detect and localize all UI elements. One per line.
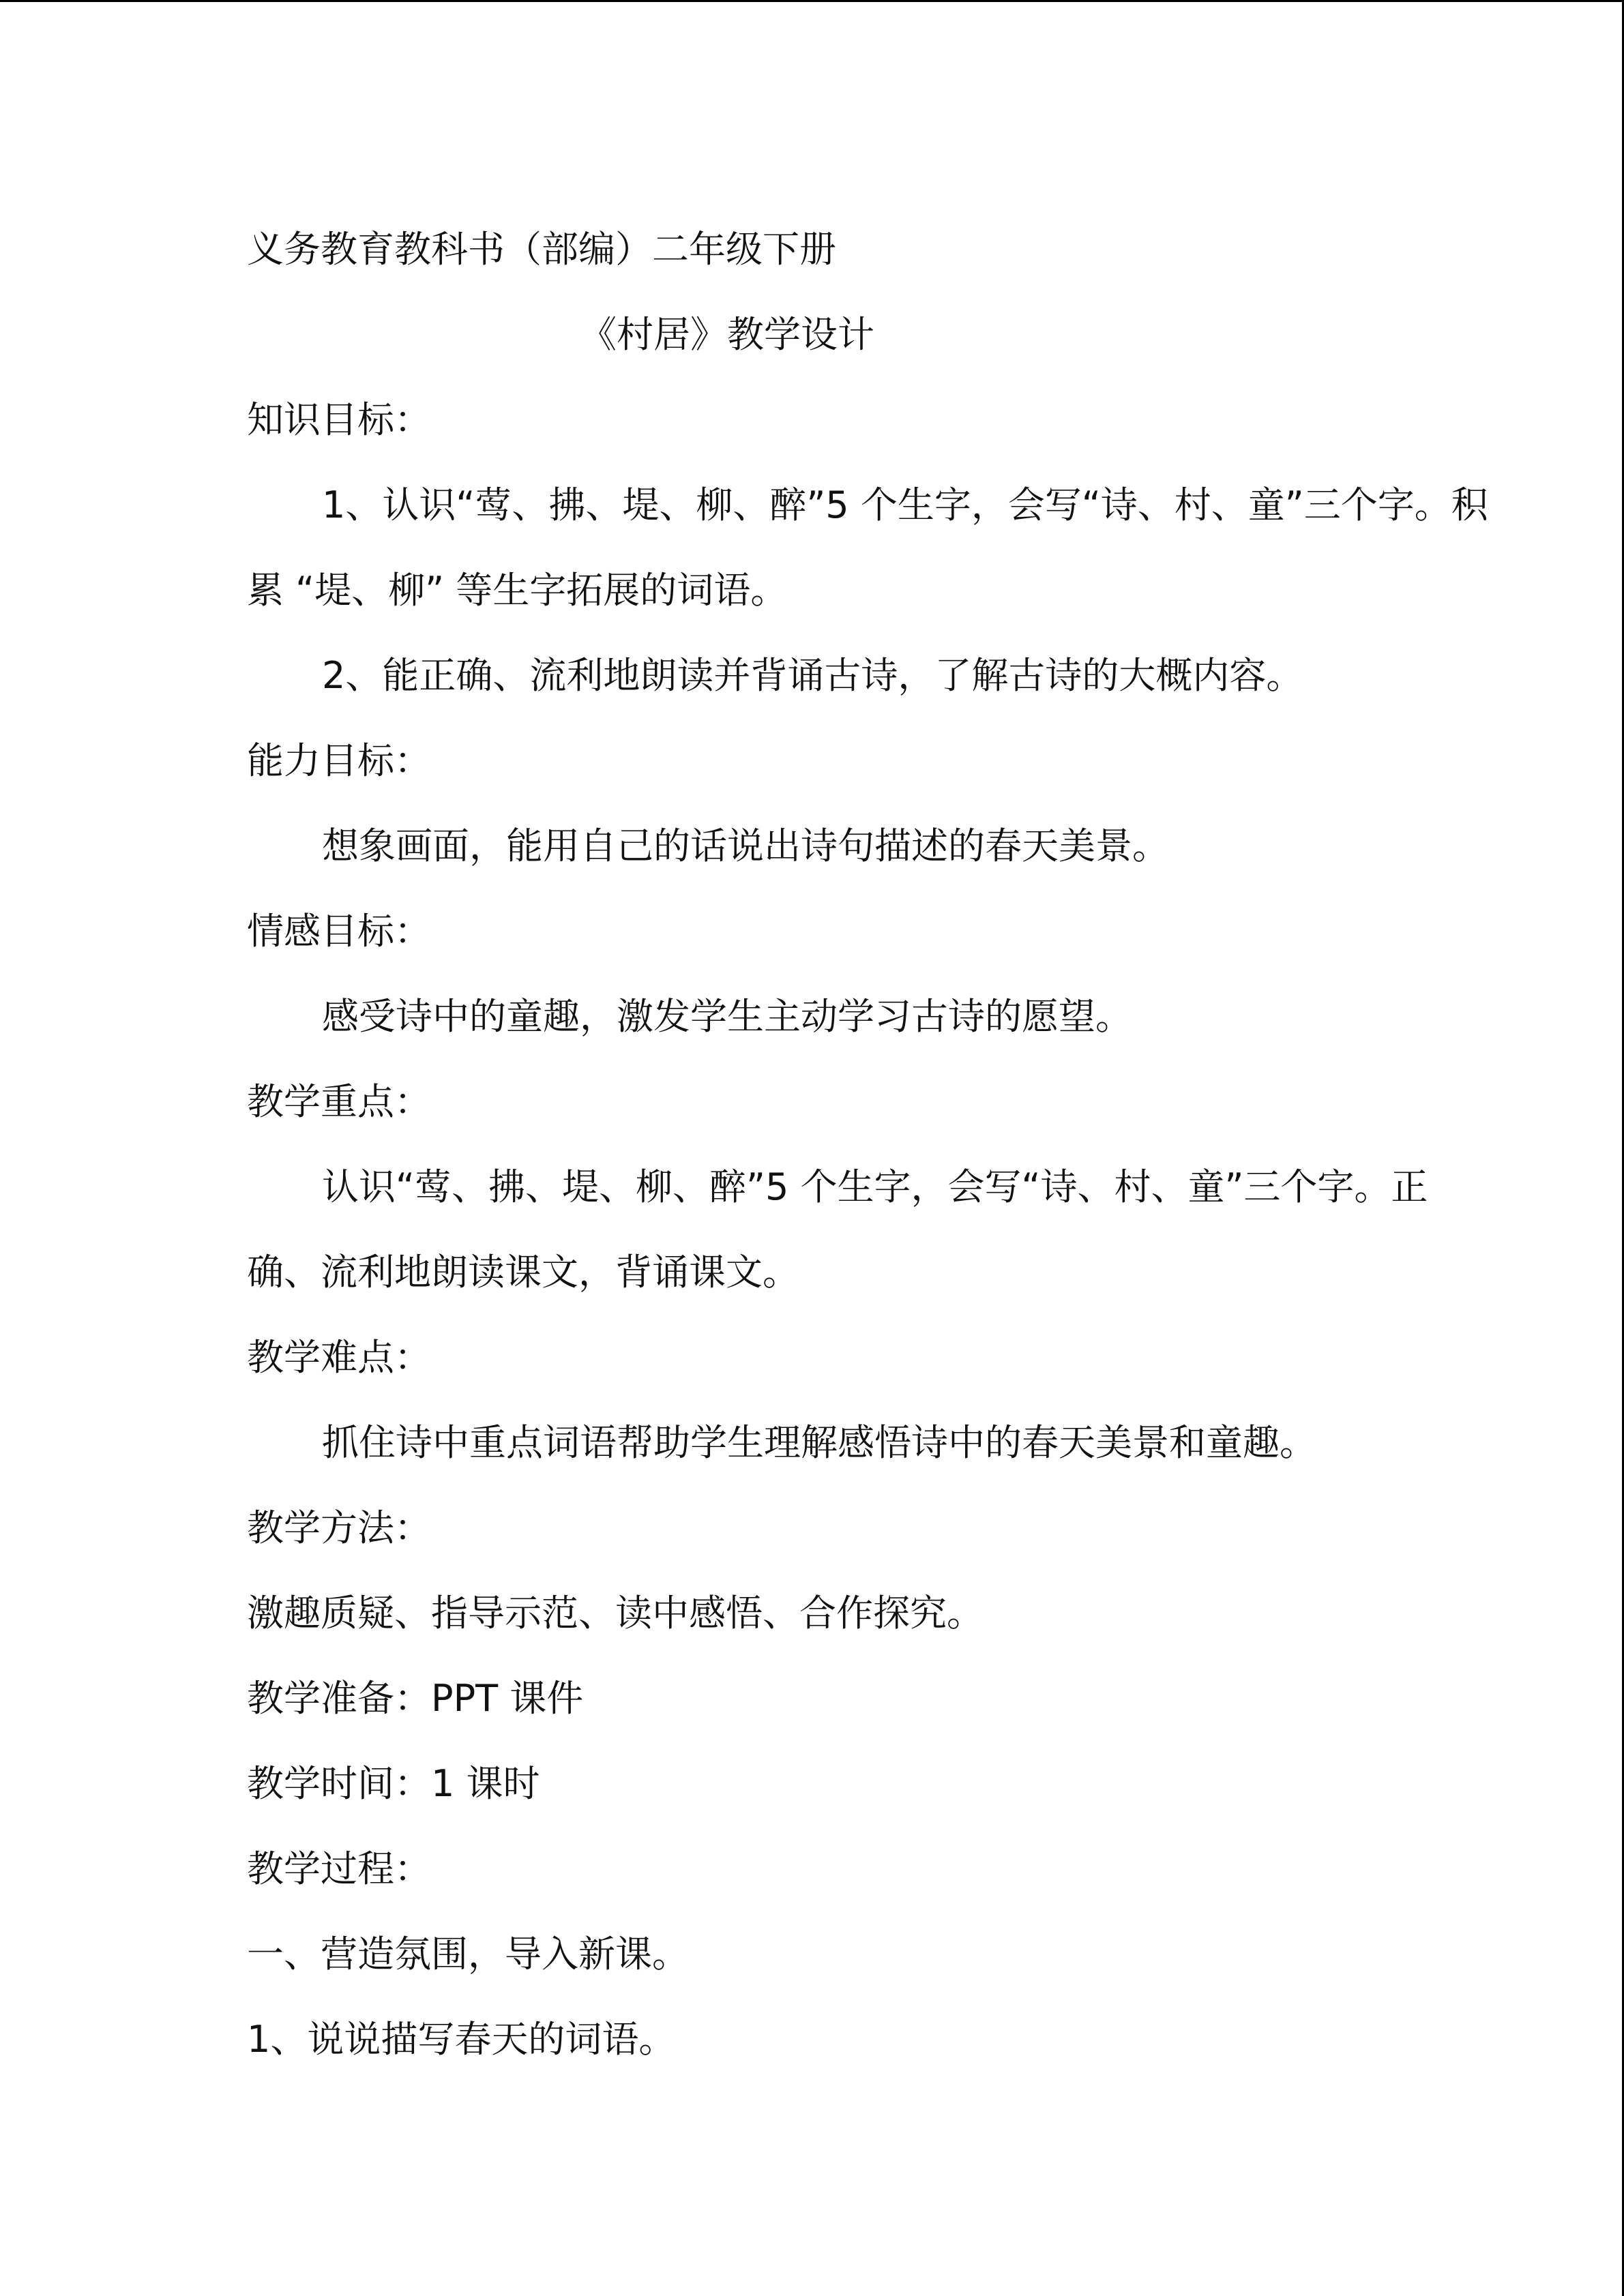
key-points-heading: 教学重点： bbox=[247, 1080, 431, 1123]
key-points-line-1: 认识“莺、拂、堤、柳、醉”5 个生字，会写“诗、村、童”三个字。正 bbox=[322, 1165, 1428, 1208]
step-1: 1、说说描写春天的词语。 bbox=[247, 2018, 676, 2061]
document-header: 义务教育教科书（部编）二年级下册 bbox=[247, 228, 836, 271]
method-item: 激趣质疑、指导示范、读中感悟、合作探究。 bbox=[247, 1592, 984, 1635]
difficulty-item: 抓住诗中重点词语帮助学生理解感悟诗中的春天美景和童趣。 bbox=[322, 1421, 1316, 1464]
preparation-line: 教学准备：PPT 课件 bbox=[247, 1677, 584, 1720]
knowledge-item-1-line-2: 累 “堤、柳” 等生字拓展的词语。 bbox=[247, 569, 788, 612]
knowledge-item-1-line-1: 1、认识“莺、拂、堤、柳、醉”5 个生字，会写“诗、村、童”三个字。积 bbox=[322, 483, 1488, 526]
ability-item: 想象画面，能用自己的话说出诗句描述的春天美景。 bbox=[322, 824, 1169, 867]
process-heading: 教学过程： bbox=[247, 1847, 431, 1890]
emotion-objectives-heading: 情感目标： bbox=[247, 910, 431, 953]
difficulty-heading: 教学难点： bbox=[247, 1336, 431, 1379]
document-body bbox=[247, 207, 1543, 2082]
section-1-heading: 一、营造氛围，导入新课。 bbox=[247, 1933, 689, 1976]
method-heading: 教学方法： bbox=[247, 1506, 431, 1549]
knowledge-objectives-heading: 知识目标： bbox=[247, 398, 431, 441]
knowledge-item-2: 2、能正确、流利地朗读并背诵古诗，了解古诗的大概内容。 bbox=[322, 654, 1303, 697]
document-title: 《村居》教学设计 bbox=[580, 313, 874, 356]
ability-objectives-heading: 能力目标： bbox=[247, 739, 431, 782]
time-line: 教学时间：1 课时 bbox=[247, 1762, 540, 1805]
emotion-item: 感受诗中的童趣，激发学生主动学习古诗的愿望。 bbox=[322, 995, 1132, 1038]
key-points-line-2: 确、流利地朗读课文，背诵课文。 bbox=[247, 1251, 799, 1294]
